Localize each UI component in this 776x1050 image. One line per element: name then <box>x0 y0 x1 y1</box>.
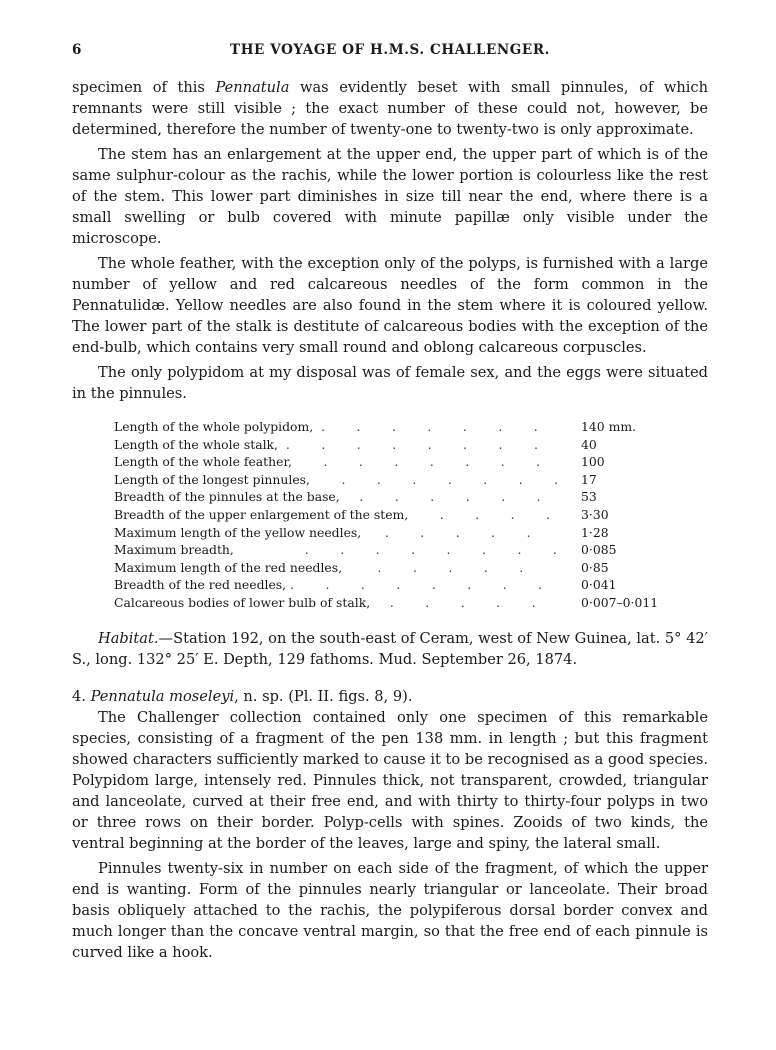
paragraph-needles: The whole feather, with the exception only of the polyps, is furnished with a large number of yellow and red calcareous needles of the form common in the Pennatulidæ. Yellow needles are also found in the stem where it is coloured yellow. The lower part of the stalk is destitute of calcareous bodies with the exception of the end-bulb, which contains very small round and oblong calcareous corpuscles. <box>72 255 708 356</box>
measurement-label: Breadth of the pinnules at the base, . . . . . . <box>114 489 541 505</box>
paragraph-polypidom-sex: The only polypidom at my disposal was of female sex, and the eggs were situated in the pinnules. <box>72 364 708 402</box>
measurements-table <box>114 418 658 612</box>
measurement-value: 0·085 <box>581 542 617 558</box>
measurement-row <box>114 453 658 471</box>
measurement-row <box>114 594 658 612</box>
measurement-value: 17 <box>581 471 597 487</box>
measurement-row <box>114 524 658 542</box>
measurement-row <box>114 541 658 559</box>
measurement-row <box>114 488 658 506</box>
measurement-value: 140 mm. <box>581 419 637 434</box>
measurement-label: Breadth of the upper enlargement of the stem, . . . . <box>114 506 551 522</box>
measurement-label: Length of the whole feather, . . . . . . . <box>114 454 541 470</box>
page-number: 6 <box>72 42 82 58</box>
paragraph-pinnule-form: Pinnules twenty-six in number on each side of the fragment, of which the upper end is wanting. Form of the pinnules nearly triangular or lanceolate. Their broad basis obliquely attached to the rachis, the polypiferous dorsal border convex and much longer than the concave ventral margin, so that the free end of each pinnule is curved like a hook. <box>72 859 708 961</box>
running-header <box>72 42 708 64</box>
measurement-row <box>114 418 658 436</box>
measurement-row <box>114 559 658 577</box>
species-name: Pennatula moseleyi <box>90 687 235 705</box>
measurement-row <box>114 576 658 594</box>
measurement-label: Length of the whole stalk, . . . . . . . . <box>114 436 538 452</box>
measurement-label: Length of the whole polypidom, . . . . . . . <box>114 419 538 434</box>
measurement-value: 1·28 <box>581 524 609 540</box>
measurement-row <box>114 471 658 489</box>
paragraph-stem: The stem has an enlargement at the upper end, the upper part of which is of the same sulphur-colour as the rachis, while the lower portion is colourless like the rest of the stem. This lower part diminishes in size till near the end, where there is a small swelling or bulb covered with minute papillæ only visible under the microscope. <box>72 146 708 247</box>
habitat-paragraph: Habitat.—Station 192, on the south-east of Ceram, west of New Guinea, lat. 5° 42′ S., long. 132° 25′ E. Depth, 129 fathoms. Mud. September 26, 1874. <box>72 629 708 668</box>
measurement-label: Breadth of the red needles, . . . . . . . . <box>114 577 543 593</box>
habitat-label: Habitat. <box>98 629 159 647</box>
measurement-label: Maximum breadth, . . . . . . . . <box>114 542 557 558</box>
measurement-row <box>114 436 658 454</box>
measurement-row <box>114 506 658 524</box>
measurement-label: Maximum length of the yellow needles, . . . . . <box>114 524 531 540</box>
measurement-value: 100 <box>581 454 605 470</box>
measurement-value: 3·30 <box>581 506 609 522</box>
measurement-label: Maximum length of the red needles, . . . . . <box>114 559 524 575</box>
paragraph-pinnule-remnants: specimen of this Pennatula was evidently beset with small pinnules, of which remnants were still visible ; the exact number of these could not, however, be determined, therefore the number of twenty-one to twenty-two is only approximate. <box>72 79 708 138</box>
measurement-label: Calcareous bodies of lower bulb of stalk, . . . . . <box>114 594 536 610</box>
paragraph-species-description: The Challenger collection contained only one specimen of this remarkable species, consisting of a fragment of the pen 138 mm. in length ; but this fragment showed characters sufficiently marked to cause it to be recognised as a good species. Polypidom large, intensely red. Pinnules thick, not transparent, crowded, triangular and lanceolate, curved at their free end, and with thirty to thirty-four polyps in two or three rows on their border. Polyp-cells with spines. Zooids of two kinds, the ventral beginning at the border of the leaves, large and spiny, the lateral small. <box>72 708 708 852</box>
measurement-label: Length of the longest pinnules, . . . . . . . <box>114 471 559 487</box>
measurement-value: 53 <box>581 489 597 505</box>
measurement-value: 0·041 <box>581 577 617 593</box>
species-heading: 4. Pennatula moseleyi, n. sp. (Pl. II. figs. 8, 9). <box>72 687 413 705</box>
measurement-value: 40 <box>581 436 597 452</box>
measurement-value: 0·85 <box>581 559 609 575</box>
measurement-value: 0·007–0·011 <box>581 594 659 610</box>
running-title: THE VOYAGE OF H.M.S. CHALLENGER. <box>230 42 550 58</box>
page <box>72 42 708 963</box>
